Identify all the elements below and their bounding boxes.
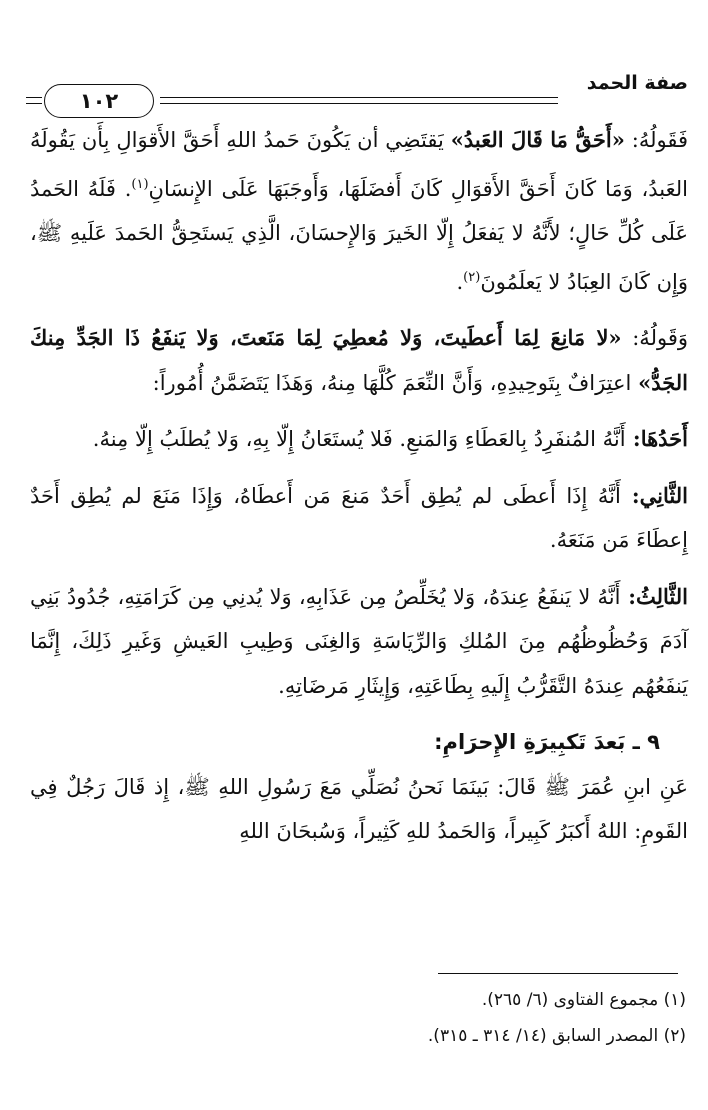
paragraph	[30, 474, 688, 563]
paragraph	[30, 118, 688, 304]
paragraph-text: عَنِ ابنِ عُمَرَ ﷺ قَالَ: بَينَمَا نَحنُ نُصَلِّي مَعَ رَسُولِ اللهِ ﷺ، إِذ قَالَ رَجُلٌ فِي القَومِ: اللهُ أَكبَرُ كَبِيراً، وَالحَمدُ للهِ كَثِيراً، وَسُبحَانَ اللهِ	[30, 774, 688, 843]
hadith-quote: «أَحَقُّ مَا قَالَ العَبدُ»	[450, 127, 625, 152]
hadith-quote: «لا مَانِعَ لِمَا أَعطَيتَ، وَلا مُعطِيَ لِمَا مَنَعتَ، وَلا يَنفَعُ ذَا الجَدِّ مِنكَ الجَدُّ»	[30, 325, 688, 395]
paragraph	[30, 765, 688, 854]
paragraph-lead: فَقَولُهُ:	[624, 128, 689, 152]
header-rule	[26, 97, 42, 98]
paragraph-text: أَنَّهُ إِذَا أَعطَى لم يُطِق أَحَدٌ مَنعَ مَن أَعطَاهُ، وَإِذَا مَنَعَ لم يُطِق أَحَدٌ إِعطَاءَ مَن مَنَعَهُ.	[30, 483, 688, 552]
point-label: الثَّالِثُ:	[620, 583, 688, 609]
running-title: صفة الحمد	[586, 72, 688, 94]
paragraph-text: يَقتَضِي أن يَكُونَ حَمدُ اللهِ أَحَقَّ الأَقوَالِ بِأَن يَقُولَهُ العَبدُ، وَمَا كَانَ أَحَقَّ الأَقوَالِ كَانَ أَفضَلَهَا، وَأَوجَبَهَا عَلَى الإِنسَانِ	[30, 128, 688, 201]
page-header	[0, 0, 708, 120]
header-rule	[26, 103, 42, 104]
paragraph	[30, 316, 688, 405]
header-rule	[160, 97, 558, 98]
footnote-separator	[438, 973, 678, 974]
paragraph-text: أَنَّهُ لا يَنفَعُ عِندَهُ، وَلا يُخَلِّصُ مِن عَذَابِهِ، وَلا يُدنِي مِن كَرَامَتِهِ، جُدُودُ بَنِي آدَمَ وَحُظُوظُهُم مِنَ المُلكِ وَالرِّيَاسَةِ وَالغِنَى وَطِيبِ العَيشِ وَغَيرِ ذَلِكَ، إِنَّمَا يَنفَعُهُم عِندَهُ التَّقَرُّبُ إِلَيهِ بِطَاعَتِهِ، وَإِيثَارِ مَرضَاتِهِ.	[30, 584, 688, 698]
point-label: الثَّانِي:	[620, 482, 688, 508]
main-text	[30, 118, 688, 854]
paragraph-lead: وَقَولُهُ:	[621, 326, 688, 350]
page-number: ١٠٢	[44, 84, 154, 118]
point-label: أَحَدُهَا:	[625, 426, 688, 451]
paragraph-text: اعتِرَافٌ بِتَوحِيدِهِ، وَأَنَّ النِّعَمَ كُلَّهَا مِنهُ، وَهَذَا يَتَضَمَّنُ أُمُوراً:	[152, 370, 639, 395]
footnote-marker: (٢)	[463, 269, 481, 285]
paragraph-text: . فَلَهُ الحَمدُ عَلَى كُلِّ حَالٍ؛ لأَنَّهُ لا يَفعَلُ إِلّا الخَيرَ وَالإِحسَانَ، الَّذِي يَستَحِقُّ الحَمدَ عَلَيهِ ﷺ، وَإِن كَانَ العِبَادُ لا يَعلَمُونَ	[30, 176, 688, 294]
paragraph-end: .	[456, 269, 464, 294]
paragraph	[30, 575, 688, 709]
paragraph	[30, 417, 688, 462]
section-heading: ٩ ـ بَعدَ تَكبِيرَةِ الإِحرَامِ:	[434, 730, 660, 754]
header-rule	[160, 103, 558, 104]
footnote: (١) مجموع الفتاوى (٦/ ٢٦٥).	[481, 990, 686, 1010]
footnote-marker: (١)	[131, 176, 149, 192]
footnotes	[30, 982, 686, 1054]
paragraph-text: أَنَّهُ المُنفَرِدُ بِالعَطَاءِ وَالمَنعِ. فَلا يُستَعَانُ إِلّا بِهِ، وَلا يُطلَبُ إِلّا مِنهُ.	[92, 427, 626, 451]
footnote: (٢) المصدر السابق (١٤/ ٣١٤ ـ ٣١٥).	[427, 1026, 686, 1046]
